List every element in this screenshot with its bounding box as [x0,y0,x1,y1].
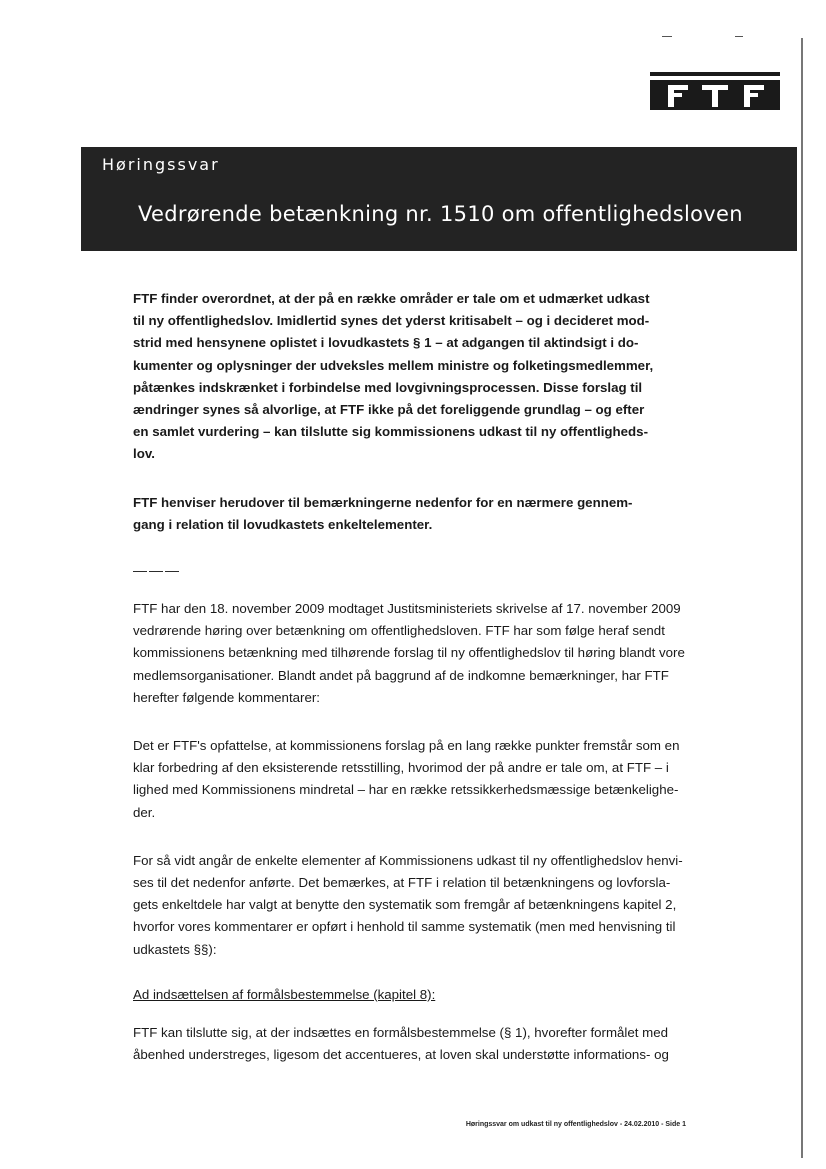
ftf-logo [650,72,780,110]
text-line: der. [133,804,156,820]
text-line: åbenhed understreges, ligesom det accentueres, at loven skal understøtte informations- og [133,1047,669,1063]
text-line: FTF kan tilslutte sig, at der indsættes en formålsbestemmelse (§ 1), hvorefter formålet med [133,1024,669,1040]
body-paragraph [133,850,693,961]
separator: ——— [133,562,181,579]
body-paragraph [133,735,693,824]
intro-paragraph [133,288,693,466]
text-line: medlemsorganisationer. Blandt andet på baggrund af de indkomne bemærkninger, har FTF [133,667,669,683]
text-line: lov. [133,446,155,462]
scan-margin-line [801,38,803,1158]
text-line: til ny offentlighedslov. Imidlertid synes det yderst kritisabelt – og i decideret mod- [133,313,650,329]
text-line: en samlet vurdering – kan tilslutte sig kommissionens udkast til ny offentligheds- [133,424,648,440]
text-line: lighed med Kommissionens mindretal – har en række retssikkerhedsmæssige betænkelighe- [133,782,679,798]
text-line: vedrørende høring over betænkning om offentlighedsloven. FTF har som følge heraf sendt [133,623,665,639]
text-line: strid med hensynene oplistet i lovudkastets § 1 – at adgangen til aktindsigt i do- [133,335,639,351]
text-line: udkastets §§): [133,941,217,957]
section-heading: Ad indsættelsen af formålsbestemmelse (kapitel 8): [133,986,436,1002]
text-line: FTF henviser herudover til bemærkningerne nedenfor for en nærmere gennem- [133,494,633,510]
scan-mark [735,36,743,37]
text-line: klar forbedring af den eksisterende retsstilling, hvorimod der på andre er tale om, at FTF – i [133,760,669,776]
text-line: gets enkeltdele har valgt at benytte den systematik som fremgår af betænkningens kapitel 2, [133,897,677,913]
text-line: hvorfor vores kommentarer er opført i henhold til samme systematik (men med henvisning til [133,919,676,935]
page-title: Vedrørende betænkning nr. 1510 om offentlighedsloven [138,202,743,226]
text-line: ses til det nedenfor anførte. Det bemærkes, at FTF i relation til betænkningens og lovforsla- [133,875,671,891]
text-line: FTF finder overordnet, at der på en række områder er tale om et udmærket udkast [133,291,650,306]
text-line: gang i relation til lovudkastets enkeltelementer. [133,516,433,532]
document-body [133,288,693,1092]
body-paragraph [133,598,693,709]
text-line: kumenter og oplysninger der udveksles mellem ministre og folketingsmedlemmer, [133,357,654,373]
document-type-label: Høringssvar [102,155,220,174]
text-line: FTF har den 18. november 2009 modtaget Justitsministeriets skrivelse af 17. november 2009 [133,601,681,617]
intro-paragraph [133,492,693,536]
scan-mark [662,36,672,37]
text-line: herefter følgende kommentarer: [133,689,320,705]
text-line: Det er FTF's opfattelse, at kommissionens forslag på en lang række punkter fremstår som en [133,738,680,754]
text-line: påtænkes indskrænket i forbindelse med lovgivningsprocessen. Disse forslag til [133,379,643,395]
text-line: kommissionens betænkning med tilhørende forslag til ny offentlighedslov til høring blandt vore [133,645,685,661]
header-banner [81,147,797,251]
page-footer: Høringssvar om udkast til ny offentlighedslov - 24.02.2010 - Side 1 [465,1121,686,1128]
text-line: For så vidt angår de enkelte elementer af Kommissionens udkast til ny offentlighedslov henvi- [133,852,683,868]
text-line: ændringer synes så alvorlige, at FTF ikke på det foreliggende grundlag – og efter [133,402,645,418]
section-paragraph [133,1022,693,1066]
